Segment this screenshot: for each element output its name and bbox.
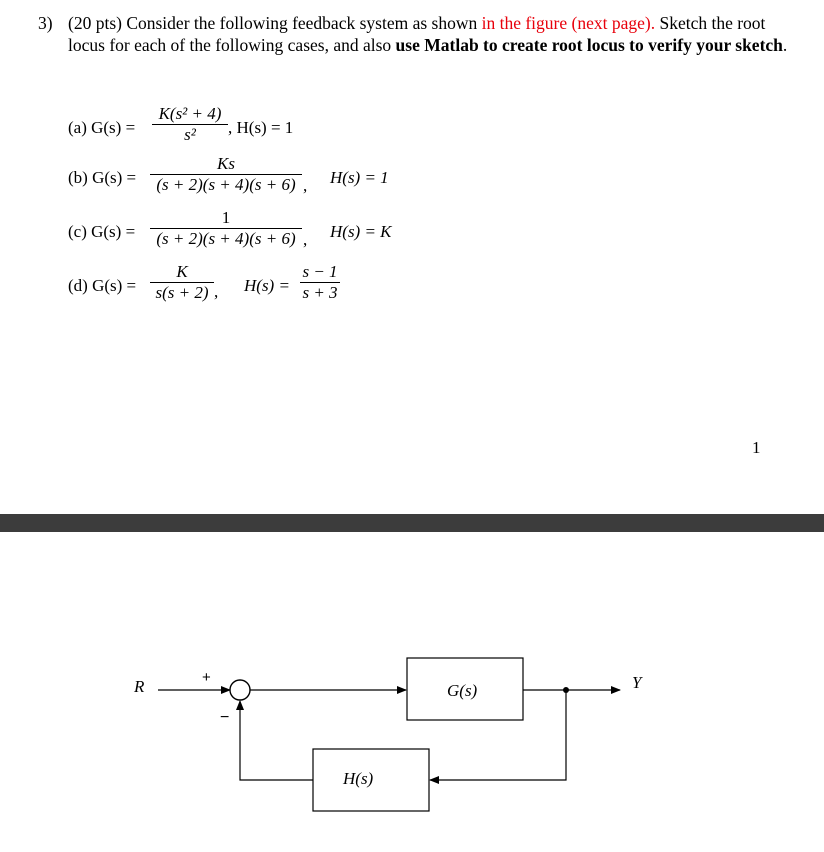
- problem-bold-2: locus to verify your sketch: [586, 35, 783, 55]
- page-2: [0, 532, 824, 852]
- part-d-numerator: K: [176, 262, 188, 281]
- part-d-h-label: H(s) =: [244, 276, 290, 295]
- part-b-fraction: [150, 154, 302, 195]
- part-a-denominator: s²: [184, 125, 196, 144]
- part-d-h-denominator: s + 3: [302, 283, 338, 302]
- part-b-denominator: (s + 2)(s + 4)(s + 6): [156, 175, 296, 194]
- part-c-denominator: (s + 2)(s + 4)(s + 6): [156, 229, 296, 248]
- part-b-numerator: Ks: [217, 154, 235, 173]
- part-c-h: H(s) = K: [330, 222, 392, 241]
- page-divider: [0, 514, 824, 532]
- part-c-label: (c) G(s) =: [68, 222, 136, 241]
- feedback-path-out: [240, 701, 313, 780]
- part-a-fraction: [152, 104, 228, 145]
- problem-end-punct: .: [782, 35, 788, 55]
- part-d-denominator: s(s + 2): [155, 283, 209, 302]
- block-diagram: [0, 532, 824, 852]
- problem-text-2: Sketch the root locus for each of the following cases, and also: [68, 13, 766, 55]
- input-label: R: [134, 677, 145, 696]
- part-d-h-fraction: [300, 262, 340, 303]
- part-d-h-numerator: s − 1: [302, 262, 338, 281]
- summing-junction: [230, 680, 250, 700]
- problem-body: [68, 12, 798, 56]
- part-a-numerator: K(s² + 4): [158, 104, 222, 123]
- problem-bold-1: use Matlab to create root: [395, 35, 583, 55]
- part-a-h: , H(s) = 1: [228, 118, 294, 137]
- part-b-h: H(s) = 1: [330, 168, 389, 187]
- part-b-comma: ,: [303, 176, 308, 195]
- forward-block-label: G(s): [447, 681, 478, 700]
- problem-number: 3): [38, 13, 53, 33]
- part-c-fraction: [150, 208, 302, 249]
- part-d-label: (d) G(s) =: [68, 276, 137, 295]
- part-c-numerator: 1: [221, 208, 231, 227]
- output-label: Y: [632, 673, 642, 692]
- part-d-comma: ,: [214, 282, 219, 301]
- part-d-fraction: [150, 262, 214, 303]
- problem-points: (20 pts): [68, 13, 122, 33]
- page-number: 1: [752, 438, 761, 457]
- minus-sign: −: [220, 709, 230, 726]
- feedback-block-label: H(s): [343, 769, 374, 788]
- part-b-label: (b) G(s) =: [68, 168, 137, 187]
- part-a-label: (a) G(s) =: [68, 118, 136, 137]
- plus-sign: +: [202, 669, 211, 686]
- part-c-comma: ,: [303, 230, 308, 249]
- problem-text-1: Consider the following feedback system as shown: [126, 13, 478, 33]
- figure-reference-link: in the figure (next page).: [481, 13, 656, 33]
